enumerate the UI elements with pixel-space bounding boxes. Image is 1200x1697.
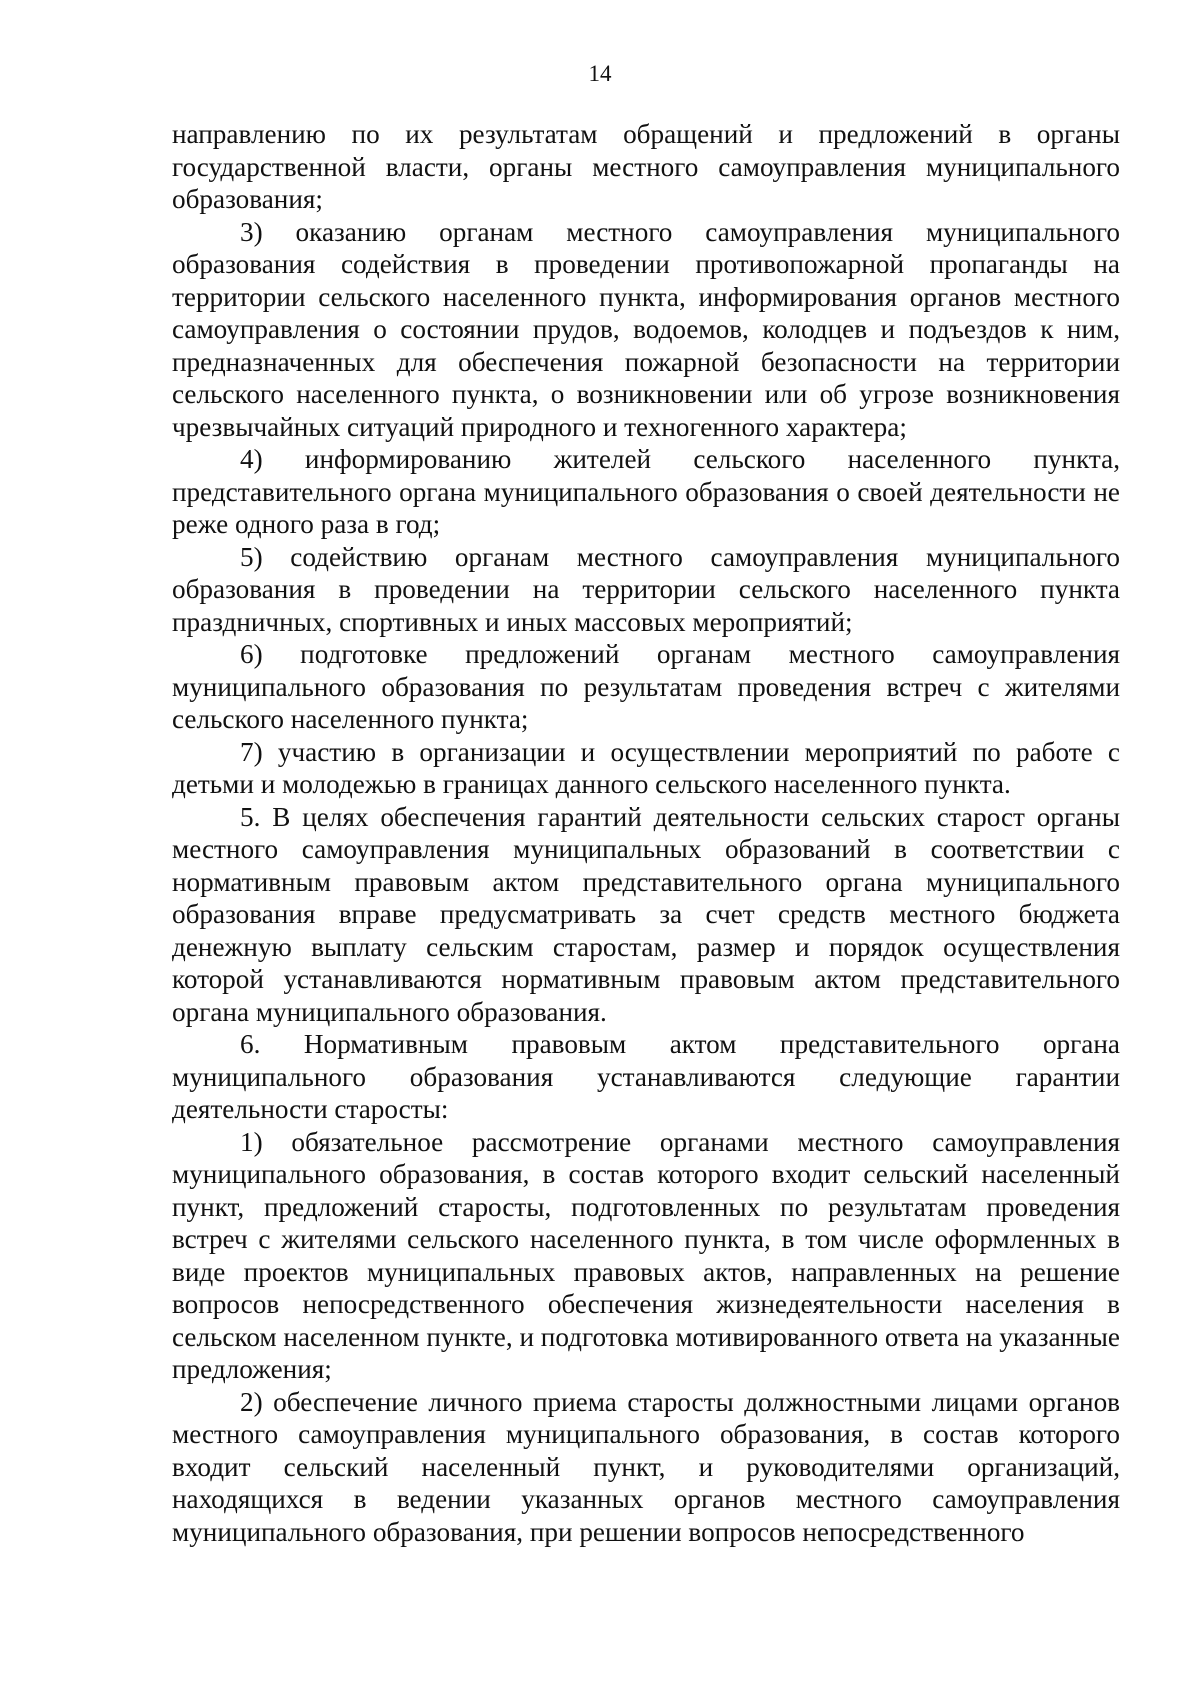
paragraph-item-6: 6) подготовке предложений органам местного самоуправления муниципального образования по результатам проведения встреч с жителями сельского населенного пункта;	[172, 639, 1120, 734]
paragraph-section-5: 5. В целях обеспечения гарантий деятельности сельских старост органы местного самоуправления муниципальных образований в соответствии с нормативным правовым актом представительного органа муниципального образования вправе предусматривать за счет средств местного бюджета денежную выплату сельским старостам, размер и порядок осуществления которой устанавливаются нормативным правовым актом представительного органа муниципального образования.	[172, 801, 1120, 1027]
paragraph-guarantee-2: 2) обеспечение личного приема старосты должностными лицами органов местного самоуправления муниципального образования, в состав которого входит сельский населенный пункт, и руководителями организаций, находящихся в ведении указанных органов местного самоуправления муниципального образования, при решении вопросов непосредственного	[172, 1386, 1120, 1547]
page-number: 14	[588, 61, 612, 86]
paragraph-item-5: 5) содействию органам местного самоуправления муниципального образования в проведении на территории сельского населенного пункта праздничных, спортивных и иных массовых мероприятий;	[172, 541, 1120, 637]
paragraph-guarantee-1: 1) обязательное рассмотрение органами местного самоуправления муниципального образования, в состав которого входит сельский населенный пункт, предложений старосты, подготовленных по результатам проведения встреч с жителями сельского населенного пункта, в том числе оформленных в виде проектов муниципальных правовых актов, направленных на решение вопросов непосредственного обеспечения жизнедеятельности населения в сельском населенном пункте, и подготовка мотивированного ответа на указанные предложения;	[172, 1126, 1120, 1384]
paragraph-continuation: направлению по их результатам обращений и предложений в органы государственной власти, органы местного самоуправления муниципального образования;	[172, 119, 1120, 214]
paragraph-section-6: 6. Нормативным правовым актом представительного органа муниципального образования устанавливаются следующие гарантии деятельности старосты:	[172, 1029, 1120, 1124]
document-body	[172, 118, 1120, 1548]
paragraph-item-4: 4) информированию жителей сельского населенного пункта, представительного органа муниципального образования о своей деятельности не реже одного раза в год;	[172, 444, 1120, 539]
paragraph-item-7: 7) участию в организации и осуществлении мероприятий по работе с детьми и молодежью в границах данного сельского населенного пункта.	[172, 736, 1120, 799]
paragraph-item-3: 3) оказанию органам местного самоуправления муниципального образования содействия в проведении противопожарной пропаганды на территории сельского населенного пункта, информирования органов местного самоуправления о состоянии прудов, водоемов, колодцев и подъездов к ним, предназначенных для обеспечения пожарной безопасности на территории сельского населенного пункта, о возникновении или об угрозе возникновения чрезвычайных ситуаций природного и техногенного характера;	[172, 216, 1120, 442]
